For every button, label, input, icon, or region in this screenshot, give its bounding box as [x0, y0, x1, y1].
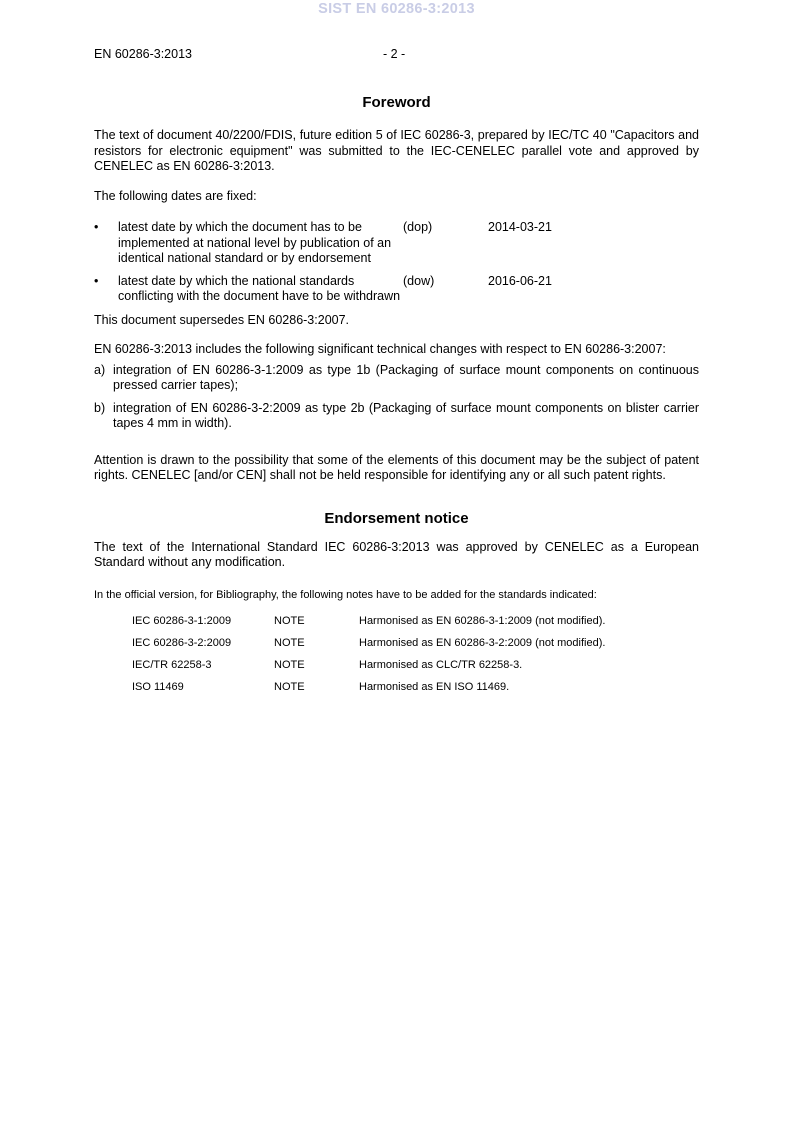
bibliography-intro: In the official version, for Bibliography, the following notes have to be added for the standards indicated: — [94, 588, 597, 601]
note-row — [94, 658, 699, 680]
date-value: 2016-06-21 — [488, 273, 552, 288]
list-marker: b) — [94, 400, 106, 415]
note-text: Harmonised as CLC/TR 62258-3. — [359, 659, 523, 671]
changes-intro: EN 60286-3:2013 includes the following significant technical changes with respect to EN 60286-3:2007: — [94, 342, 666, 356]
note-standard: ISO 11469 — [132, 681, 184, 693]
watermark: SIST EN 60286-3:2013 — [318, 1, 475, 17]
note-text: Harmonised as EN ISO 11469. — [359, 681, 510, 693]
note-label: NOTE — [274, 615, 305, 627]
page-number: - 2 - — [383, 47, 406, 61]
note-text: Harmonised as EN 60286-3-1:2009 (not modified). — [359, 615, 606, 627]
bullet: • — [94, 220, 99, 234]
dates-intro: The following dates are fixed: — [94, 188, 257, 203]
note-label: NOTE — [274, 637, 305, 649]
change-text: integration of EN 60286-3-2:2009 as type 2b (Packaging of surface mount components on blister carrier tapes 4 mm in width). — [113, 400, 699, 430]
note-standard: IEC 60286-3-1:2009 — [132, 615, 232, 627]
date-description: latest date by which the document has to be implemented at national level by publication of an identical national standard or by endorsement — [118, 220, 392, 265]
date-code: (dop) — [403, 220, 433, 234]
note-label: NOTE — [274, 659, 305, 671]
bullet: • — [94, 273, 99, 288]
date-description: latest date by which the national standards conflicting with the document have to be withdrawn — [118, 273, 401, 303]
note-row — [94, 680, 699, 702]
date-code: (dow) — [403, 273, 435, 288]
note-standard: IEC 60286-3-2:2009 — [132, 637, 232, 649]
change-item-a — [94, 363, 699, 394]
date-value: 2014-03-21 — [488, 220, 552, 234]
list-marker: a) — [94, 362, 106, 377]
patent-attention: Attention is drawn to the possibility that some of the elements of this document may be the subject of patent rights. CENELEC [and/or CEN] shall not be held responsible for identifying any or all such patent rights. — [94, 452, 699, 482]
foreword-heading: Foreword — [362, 94, 431, 111]
change-text: integration of EN 60286-3-1:2009 as type 1b (Packaging of surface mount components on continuous pressed carrier tapes); — [113, 362, 699, 392]
page-content — [94, 94, 699, 702]
note-row — [94, 614, 699, 636]
foreword-intro: The text of document 40/2200/FDIS, future edition 5 of IEC 60286-3, prepared by IEC/TC 40 "Capacitors and resistors for electronic equipment" was submitted to the IEC-CENELEC parallel vote and approved by CENELEC as EN 60286-3:2013. — [94, 128, 699, 173]
date-row-dow — [94, 274, 699, 305]
date-row-dop — [94, 220, 699, 267]
note-row — [94, 636, 699, 658]
endorsement-heading: Endorsement notice — [324, 509, 469, 527]
note-label: NOTE — [274, 681, 305, 693]
supersedes-text: This document supersedes EN 60286-3:2007. — [94, 312, 350, 327]
endorsement-text: The text of the International Standard IEC 60286-3:2013 was approved by CENELEC as a European Standard without any modification. — [94, 539, 699, 569]
change-item-b — [94, 401, 699, 432]
note-standard: IEC/TR 62258-3 — [132, 659, 212, 671]
document-id: EN 60286-3:2013 — [94, 47, 192, 61]
note-text: Harmonised as EN 60286-3-2:2009 (not modified). — [359, 637, 606, 649]
